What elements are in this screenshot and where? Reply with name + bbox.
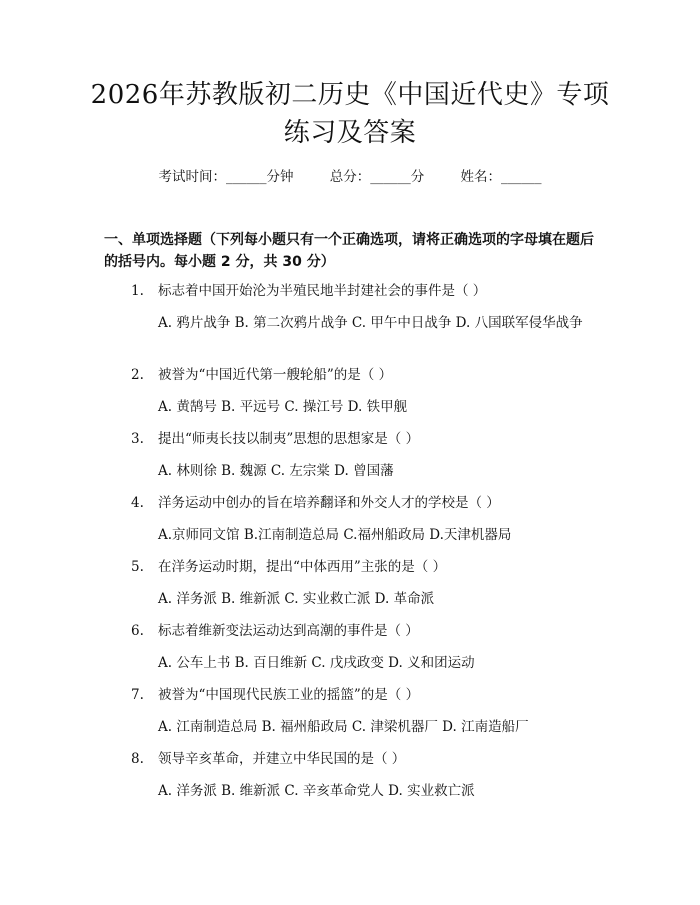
question-options: A.京师同文馆 B.江南制造总局 C.福州船政局 D.天津机器局 — [158, 527, 512, 543]
question-text: 标志着中国开始沦为半殖民地半封建社会的事件是（ ） — [158, 283, 487, 299]
question-number: 5. — [131, 559, 144, 575]
question-text: 提出“师夷长技以制夷”思想的思想家是（ ） — [158, 431, 420, 447]
question-text: 标志着维新变法运动达到高潮的事件是（ ） — [158, 623, 419, 639]
question-number: 6. — [131, 623, 144, 639]
document-title — [70, 76, 630, 152]
exam-info — [0, 167, 700, 187]
exam-time: 考试时间：______分钟 — [158, 169, 294, 185]
question-options: A. 黄鹄号 B. 平远号 C. 操江号 D. 铁甲舰 — [158, 399, 408, 415]
question-number: 7. — [131, 687, 144, 703]
question-text: 领导辛亥革命，并建立中华民国的是（ ） — [158, 751, 406, 767]
question-text: 在洋务运动时期，提出“中体西用”主张的是（ ） — [158, 559, 447, 575]
question-number: 4. — [131, 495, 144, 511]
question-text: 被誉为“中国现代民族工业的摇篮”的是（ ） — [158, 687, 420, 703]
question-number: 3. — [131, 431, 144, 447]
question-options: A. 江南制造总局 B. 福州船政局 C. 津梁机器厂 D. 江南造船厂 — [158, 719, 529, 735]
question-number: 2. — [131, 367, 144, 383]
section-heading: 一、单项选择题（下列每小题只有一个正确选项，请将正确选项的字母填在题后的括号内。每小题 2 分，共 30 分） — [104, 232, 594, 270]
question-number: 1. — [131, 283, 144, 299]
question-number: 8. — [131, 751, 144, 767]
question-text: 被誉为“中国近代第一艘轮船”的是（ ） — [158, 367, 393, 383]
title-line-1: 2026年苏教版初二历史《中国近代史》专项 — [90, 80, 610, 110]
question-options: A. 洋务派 B. 维新派 C. 实业救亡派 D. 革命派 — [158, 591, 435, 607]
question-text: 洋务运动中创办的旨在培养翻译和外交人才的学校是（ ） — [158, 495, 500, 511]
question-options: A. 公车上书 B. 百日维新 C. 戊戌政变 D. 义和团运动 — [158, 655, 475, 671]
question-options: A. 洋务派 B. 维新派 C. 辛亥革命党人 D. 实业救亡派 — [158, 783, 475, 799]
title-line-2: 练习及答案 — [283, 118, 417, 148]
question-options: A. 鸦片战争 B. 第二次鸦片战争 C. 甲午中日战争 D. 八国联军侵华战争 — [158, 315, 583, 331]
exam-name: 姓名：______ — [460, 169, 542, 185]
question-options: A. 林则徐 B. 魏源 C. 左宗棠 D. 曾国藩 — [158, 463, 394, 479]
exam-score: 总分：______分 — [329, 169, 425, 185]
